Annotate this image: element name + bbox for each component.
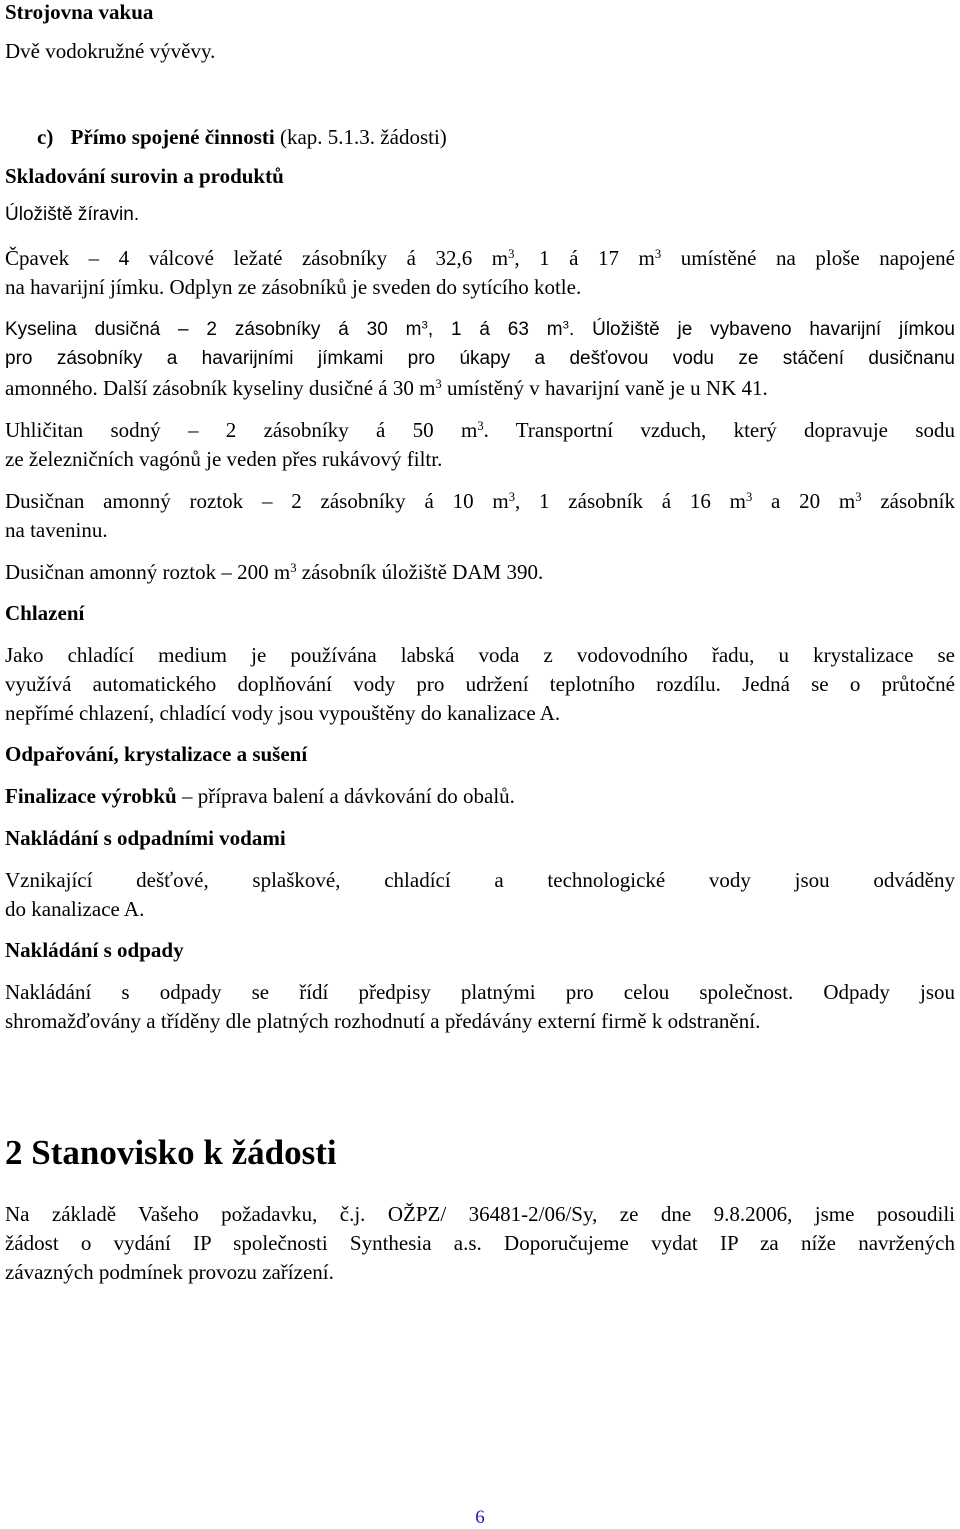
finalizace-line: Finalizace výrobků – příprava balení a dávkování do obalů. — [5, 784, 515, 808]
odpadni-vody-line-2: do kanalizace A. — [5, 897, 145, 921]
dusicnan-line-2: na taveninu. — [5, 518, 108, 542]
page-number: 6 — [475, 1507, 485, 1528]
kyselina-line-1: Kyselina dusičná – 2 zásobníky á 30 $m^3$, 1 á 63 $m^3$. Úložiště je vybaveno havarijní jímkou — [5, 319, 955, 340]
chlazeni-heading: Chlazení — [5, 601, 85, 625]
chlazeni-line-1: Jako chladící medium je používána labská voda z vodovodního řadu, u krystalizace se — [5, 643, 955, 667]
page-title: Strojovna vakua — [5, 0, 154, 24]
kyselina-line-3: amonného. Další zásobník kyseliny dusičné á 30 $m^3$ umístěný v havarijní vaně je u NK 41. — [5, 376, 768, 400]
odpady-heading: Nakládání s odpady — [5, 938, 184, 962]
kyselina-line-2: pro zásobníky a havarijními jímkami pro úkapy a dešťovou vodu ze stáčení dusičnanu — [5, 348, 955, 369]
stanovisko-line-3: závazných podmínek provozu zařízení. — [5, 1260, 334, 1284]
stanovisko-line-1: Na základě Vašeho požadavku, č.j. OŽPZ/ 36481-2/06/Sy, ze dne 9.8.2006, jsme posoudili — [5, 1202, 955, 1226]
odpadni-vody-heading: Nakládání s odpadními vodami — [5, 826, 286, 850]
chlazeni-line-2: využívá automatického doplňování vody pro udržení teplotního rozdílu. Jedná se o průtočné — [5, 672, 955, 696]
dusicnan-line-1: Dusičnan amonný roztok – 2 zásobníky á 10 $m^3$, 1 zásobník á 16 $m^3$ a 20 $m^3$ zásobník — [5, 489, 956, 513]
stanovisko-heading: 2 Stanovisko k žádosti — [5, 1133, 337, 1172]
stanovisko-line-2: žádost o vydání IP společnosti Synthesia a.s. Doporučujeme vydat IP za níže navržených — [5, 1231, 955, 1255]
cpavek-line-1: Čpavek – 4 válcové ležaté zásobníky á 32,6 $m^3$, 1 á 17 $m^3$ umístěné na ploše napojené — [5, 246, 956, 270]
odpady-line-1: Nakládání s odpady se řídí předpisy platnými pro celou společnost. Odpady jsou — [5, 980, 955, 1004]
section-c-label: c) — [37, 125, 54, 149]
chlazeni-line-3: nepřímé chlazení, chladící vody jsou vypouštěny do kanalizace A. — [5, 701, 561, 725]
odpady-line-2: shromažďovány a tříděny dle platných rozhodnutí a předávány externí firmě k odstranění. — [5, 1009, 761, 1033]
section-c-ref: (kap. 5.1.3. žádosti) — [279, 125, 447, 149]
odpadni-vody-line-1: Vznikající dešťové, splaškové, chladící a technologické vody jsou odváděny — [5, 868, 955, 892]
uhlicitan-line-2: ze železničních vagónů je veden přes rukávový filtr. — [5, 447, 443, 471]
uhlicitan-line-1: Uhličitan sodný – 2 zásobníky á 50 $m^3$. Transportní vzduch, který dopravuje sodu — [5, 418, 955, 442]
vacuum-text: Dvě vodokružné vývěvy. — [5, 39, 216, 63]
odparovani-heading: Odpařování, krystalizace a sušení — [5, 742, 308, 766]
cpavek-line-2: na havarijní jímku. Odplyn ze zásobníků je sveden do sytícího kotle. — [5, 275, 582, 299]
dusicnan-dam-line: Dusičnan amonný roztok – 200 $m^3$ zásobník úložiště DAM 390. — [5, 560, 544, 584]
section-c-title: Přímo spojené činnosti — [70, 125, 275, 149]
section-c-heading — [37, 127, 447, 148]
storage-subheading: Úložiště žíravin. — [5, 204, 140, 225]
storage-heading: Skladování surovin a produktů — [5, 164, 284, 188]
